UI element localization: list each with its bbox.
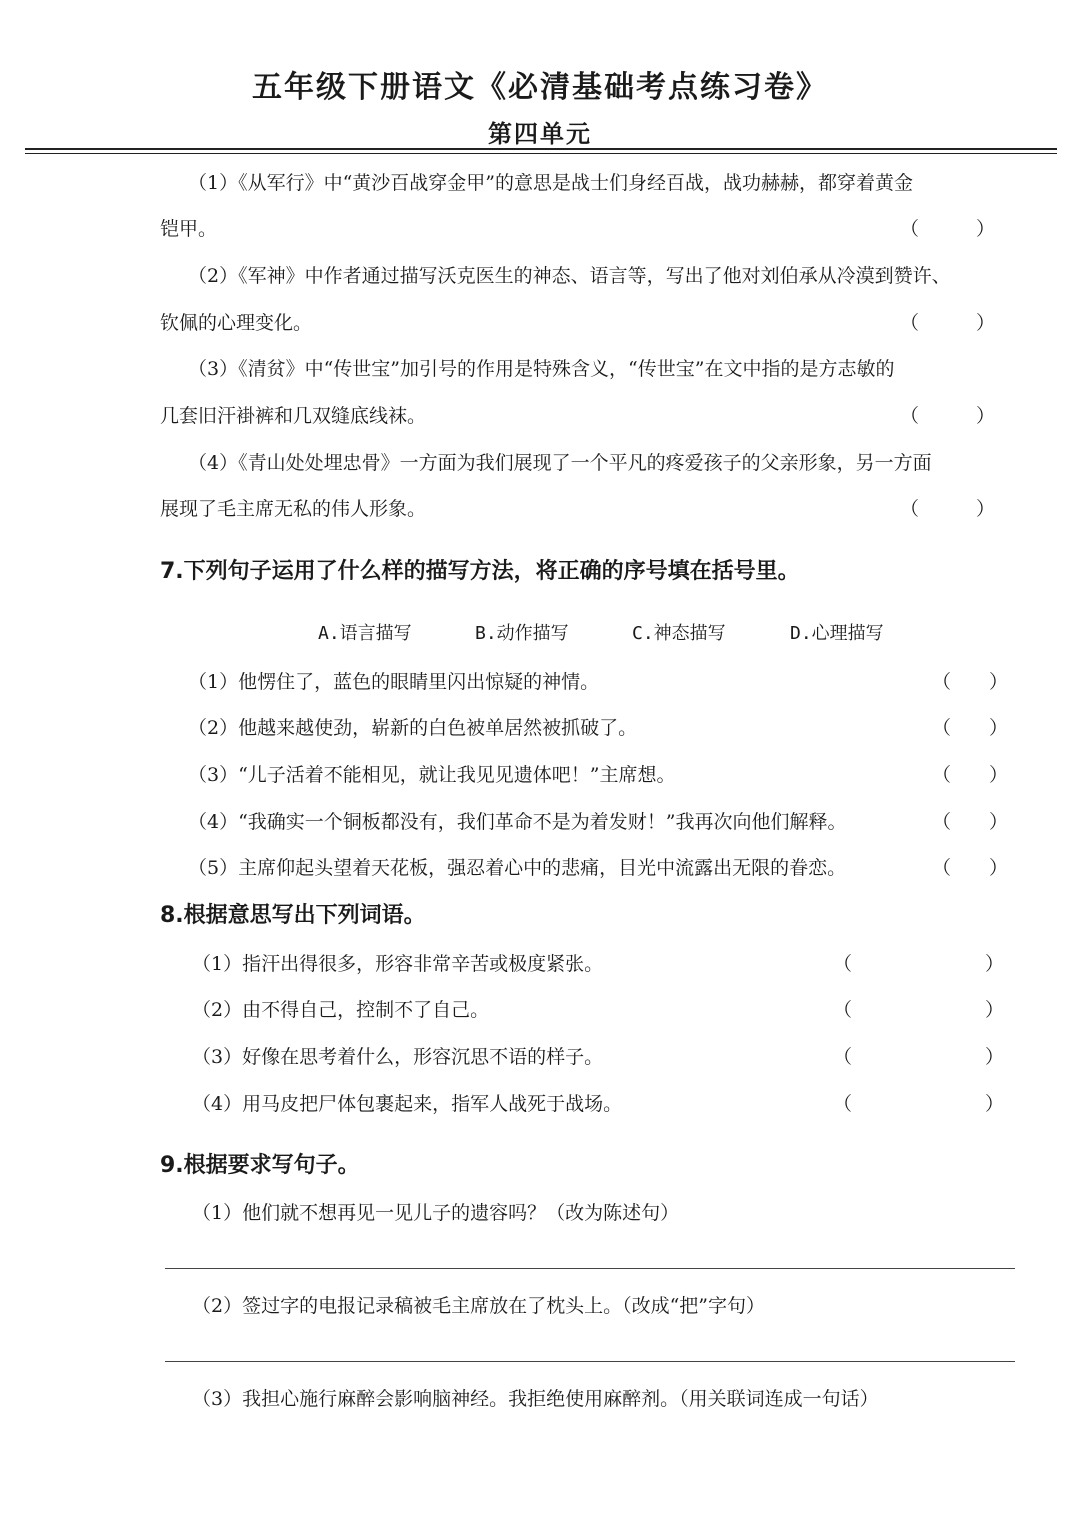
q6-item-2-line2: 钦佩的心理变化。 — [160, 312, 313, 334]
q7-item-3: （3）“儿子活着不能相见，就让我见见遗体吧！”主席想。 — [188, 764, 676, 786]
q7-item-2: （2）他越来越使劲，崭新的白色被单居然被抓破了。 — [188, 717, 638, 739]
q8-item-3: （3）好像在思考着什么，形容沉思不语的样子。 — [192, 1046, 604, 1068]
header-rule-thick — [25, 148, 1057, 150]
q8-heading: 8.根据意思写出下列词语。 — [160, 903, 426, 928]
q7-option-d: D.心理描写 — [790, 623, 884, 644]
page-title: 五年级下册语文《必清基础考点练习卷》 — [252, 70, 828, 105]
q9-item-3: （3）我担心施行麻醉会影响脑神经。我拒绝使用麻醉剂。（用关联词连成一句话） — [192, 1388, 879, 1410]
q9-item-2: （2）签过字的电报记录稿被毛主席放在了枕头上。（改成“把”字句） — [192, 1295, 766, 1317]
q6-item-1-line2: 铠甲。 — [160, 218, 218, 240]
q6-item-1-line1: （1）《从军行》中“黄沙百战穿金甲”的意思是战士们身经百战，战功赫赫，都穿着黄金 — [188, 172, 914, 194]
q7-item-4: （4）“我确实一个铜板都没有，我们革命不是为着发财！”我再次向他们解释。 — [188, 811, 847, 833]
q6-item-4-line2: 展现了毛主席无私的伟人形象。 — [160, 498, 427, 520]
q8-item-1: （1）指汗出得很多，形容非常辛苦或极度紧张。 — [192, 953, 604, 975]
q6-item-4-answer-paren[interactable]: （ ） — [900, 498, 996, 520]
q7-item-4-answer-paren[interactable]: （ ） — [932, 811, 1009, 833]
q6-item-3-line1: （3）《清贫》中“传世宝”加引号的作用是特殊含义，“传世宝”在文中指的是方志敏的 — [188, 358, 895, 380]
q6-item-3-line2: 几套旧汗褂裤和几双缝底线袜。 — [160, 405, 427, 427]
q6-item-4-line1: （4）《青山处处埋忠骨》一方面为我们展现了一个平凡的疼爱孩子的父亲形象，另一方面 — [188, 452, 932, 474]
q8-item-2: （2）由不得自己，控制不了自己。 — [192, 999, 490, 1021]
q7-option-c: C.神态描写 — [632, 623, 726, 644]
q9-heading: 9.根据要求写句子。 — [160, 1153, 360, 1178]
q7-item-3-answer-paren[interactable]: （ ） — [932, 764, 1009, 786]
q8-item-3-answer-paren[interactable]: （ ） — [833, 1046, 1005, 1068]
q8-item-2-answer-paren[interactable]: （ ） — [833, 999, 1005, 1021]
q7-item-5-answer-paren[interactable]: （ ） — [932, 857, 1009, 879]
q7-option-a: A.语言描写 — [318, 623, 412, 644]
q7-item-1-answer-paren[interactable]: （ ） — [932, 671, 1009, 693]
q9-item-1: （1）他们就不想再见一见儿子的遗容吗？（改为陈述句） — [192, 1202, 680, 1224]
q9-item-2-answer-line[interactable] — [165, 1361, 1015, 1362]
unit-subtitle: 第四单元 — [488, 119, 592, 148]
q7-item-1: （1）他愣住了，蓝色的眼睛里闪出惊疑的神情。 — [188, 671, 600, 693]
q8-item-1-answer-paren[interactable]: （ ） — [833, 953, 1005, 975]
q8-item-4-answer-paren[interactable]: （ ） — [833, 1093, 1005, 1115]
q7-item-5: （5）主席仰起头望着天花板，强忍着心中的悲痛，目光中流露出无限的眷恋。 — [188, 857, 847, 879]
q9-item-1-answer-line[interactable] — [165, 1268, 1015, 1269]
q6-item-3-answer-paren[interactable]: （ ） — [900, 405, 996, 427]
q8-item-4: （4）用马皮把尸体包裹起来，指军人战死于战场。 — [192, 1093, 623, 1115]
q6-item-2-line1: （2）《军神》中作者通过描写沃克医生的神态、语言等，写出了他对刘伯承从冷漠到赞许、 — [188, 265, 951, 287]
q7-option-b: B.动作描写 — [475, 623, 569, 644]
q7-item-2-answer-paren[interactable]: （ ） — [932, 717, 1009, 739]
q6-item-2-answer-paren[interactable]: （ ） — [900, 312, 996, 334]
header-rule-thin — [25, 153, 1057, 154]
q7-heading: 7.下列句子运用了什么样的描写方法，将正确的序号填在括号里。 — [160, 559, 800, 584]
q6-item-1-answer-paren[interactable]: （ ） — [900, 218, 996, 240]
